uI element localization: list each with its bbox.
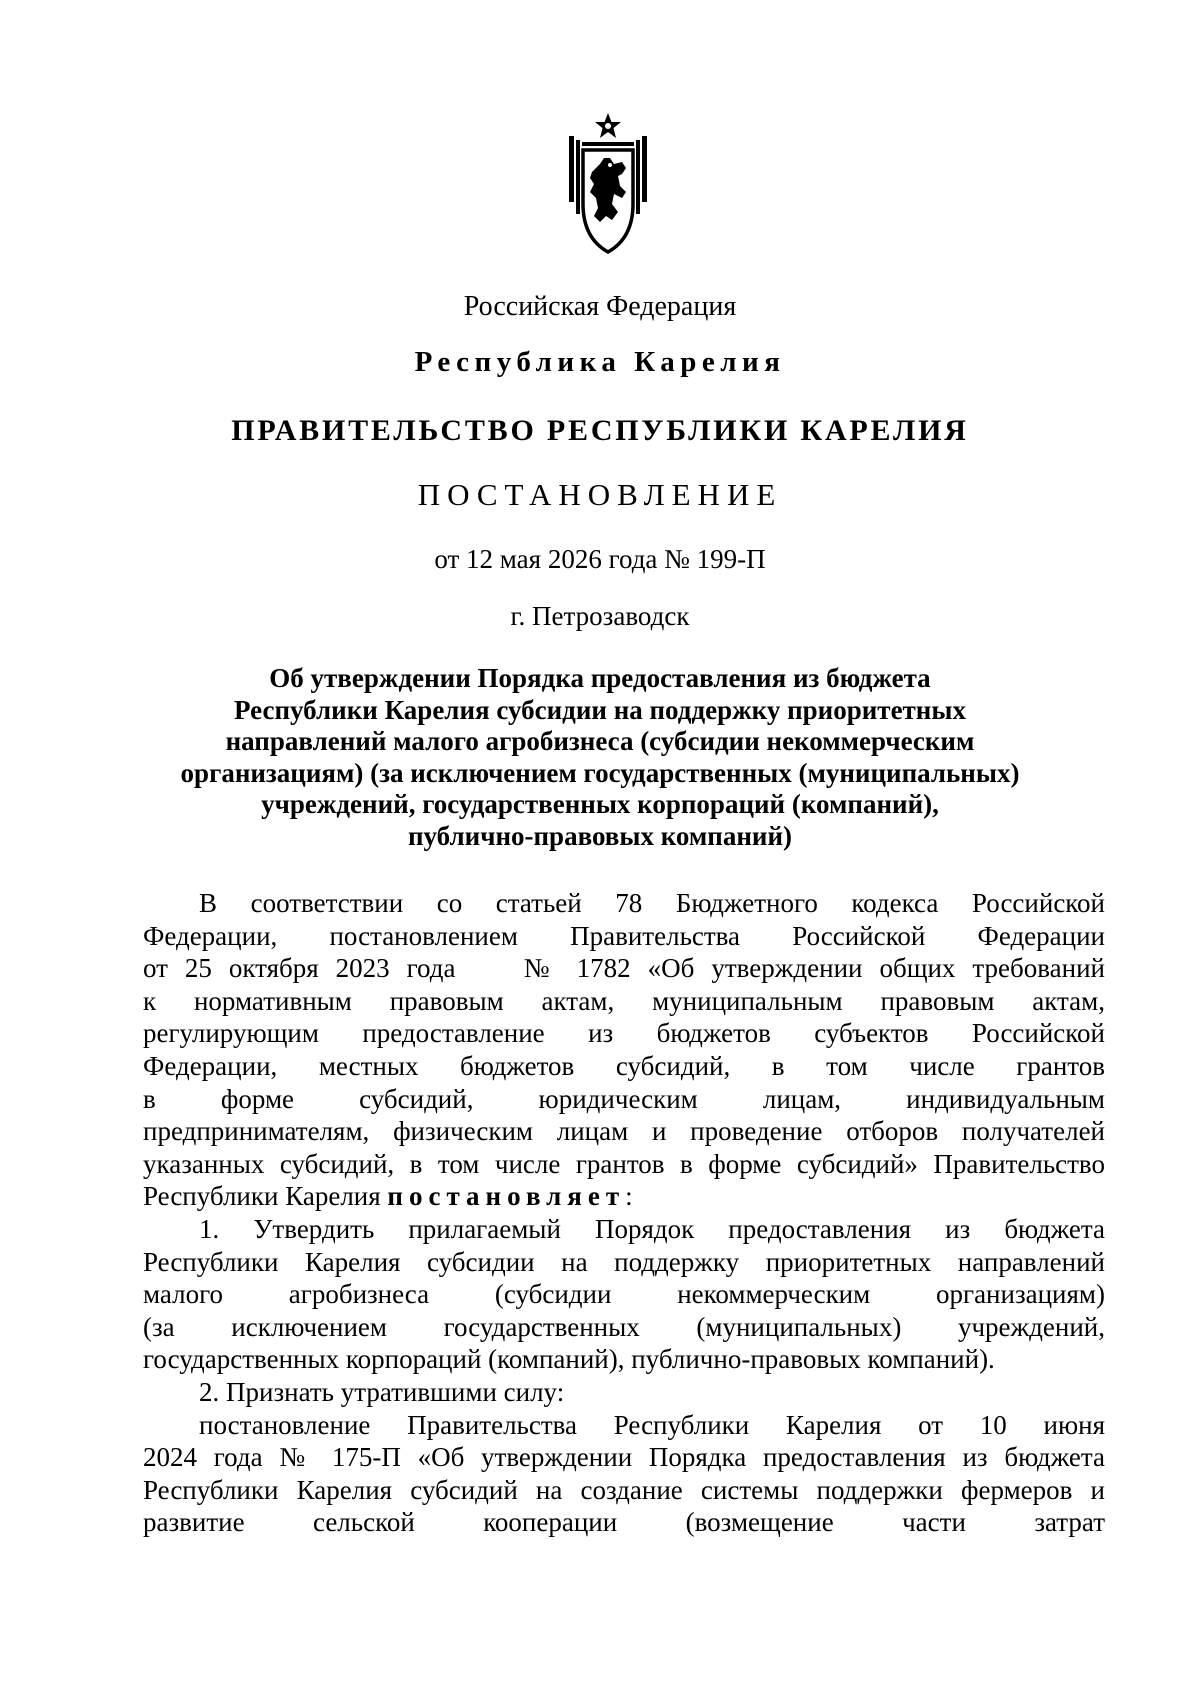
body-line: к нормативным правовым актам, муниципальным правовым актам, (143, 985, 1105, 1016)
body-line: Республики Карелия субсидии на поддержку приоритетных направлений (143, 1246, 1105, 1277)
title-line: учреждений, государственных корпораций (компаний), (261, 789, 939, 819)
body-fragment: Республики Карелия (143, 1181, 381, 1212)
body-line: 2. Признать утратившими силу: (199, 1376, 565, 1407)
body-fragment: от 25 октября 2023 года (143, 953, 456, 984)
body-line: постановление Правительства Республики Карелия от 10 июня (199, 1409, 1105, 1440)
body-line: предпринимателям, физическим лицам и проведение отборов получателей (143, 1116, 1105, 1147)
body-line: в форме субсидий, юридическим лицам, индивидуальным (143, 1083, 1105, 1114)
government-name: ПРАВИТЕЛЬСТВО РЕСПУБЛИКИ КАРЕЛИЯ (231, 414, 969, 447)
body-fragment: : (625, 1181, 633, 1212)
body-line: малого агробизнеса (субсидии некоммерческим организациям) (143, 1279, 1105, 1310)
title-line: публично-правовых компаний) (407, 820, 792, 851)
body-line: Федерации, постановлением Правительства Российской Федерации (143, 920, 1105, 951)
title-line: организациям) (за исключением государственных (муниципальных) (180, 757, 1020, 788)
document-body (143, 887, 1105, 1539)
karelia-coat-of-arms-icon (566, 112, 650, 258)
document-city: г. Петрозаводск (510, 601, 690, 631)
body-line: В соответствии со статьей 78 Бюджетного кодекса Российской (199, 888, 1105, 918)
body-line: (за исключением государственных (муниципальных) учреждений, (143, 1311, 1105, 1342)
title-line: направлений малого агробизнеса (субсидии некоммерческим (225, 726, 975, 756)
body-line: Федерации, местных бюджетов субсидий, в том числе грантов (143, 1050, 1105, 1081)
country-name: Российская Федерация (463, 291, 737, 322)
body-line (143, 1180, 1105, 1213)
body-line: регулирующим предоставление из бюджетов субъектов Российской (143, 1018, 1105, 1049)
resolves-word: постановляет (387, 1181, 626, 1212)
body-line: Республики Карелия субсидий на создание системы поддержки фермеров и (143, 1474, 1105, 1505)
body-line: государственных корпораций (компаний), публично-правовых компаний). (143, 1344, 995, 1375)
body-line: 2024 года № 175-П «Об утверждении Порядка предоставления из бюджета (143, 1442, 1105, 1473)
republic-name: Республика Карелия (414, 346, 786, 378)
document-date-number: от 12 мая 2026 года № 199-П (434, 544, 766, 574)
body-line (143, 952, 1105, 985)
body-line: 1. Утвердить прилагаемый Порядок предоставления из бюджета (199, 1213, 1105, 1244)
document-title (140, 663, 1060, 852)
title-line: Об утверждении Порядка предоставления из бюджета (269, 663, 931, 693)
title-line: Республики Карелия субсидии на поддержку приоритетных (234, 694, 966, 725)
body-line: развитие сельской кооперации (возмещение части затрат (143, 1507, 1105, 1538)
body-line: указанных субсидий, в том числе грантов в форме субсидий» Правительство (143, 1148, 1105, 1179)
document-type: ПОСТАНОВЛЕНИЕ (417, 477, 783, 512)
body-fragment: № 1782 «Об утверждении общих требований (513, 953, 1105, 984)
